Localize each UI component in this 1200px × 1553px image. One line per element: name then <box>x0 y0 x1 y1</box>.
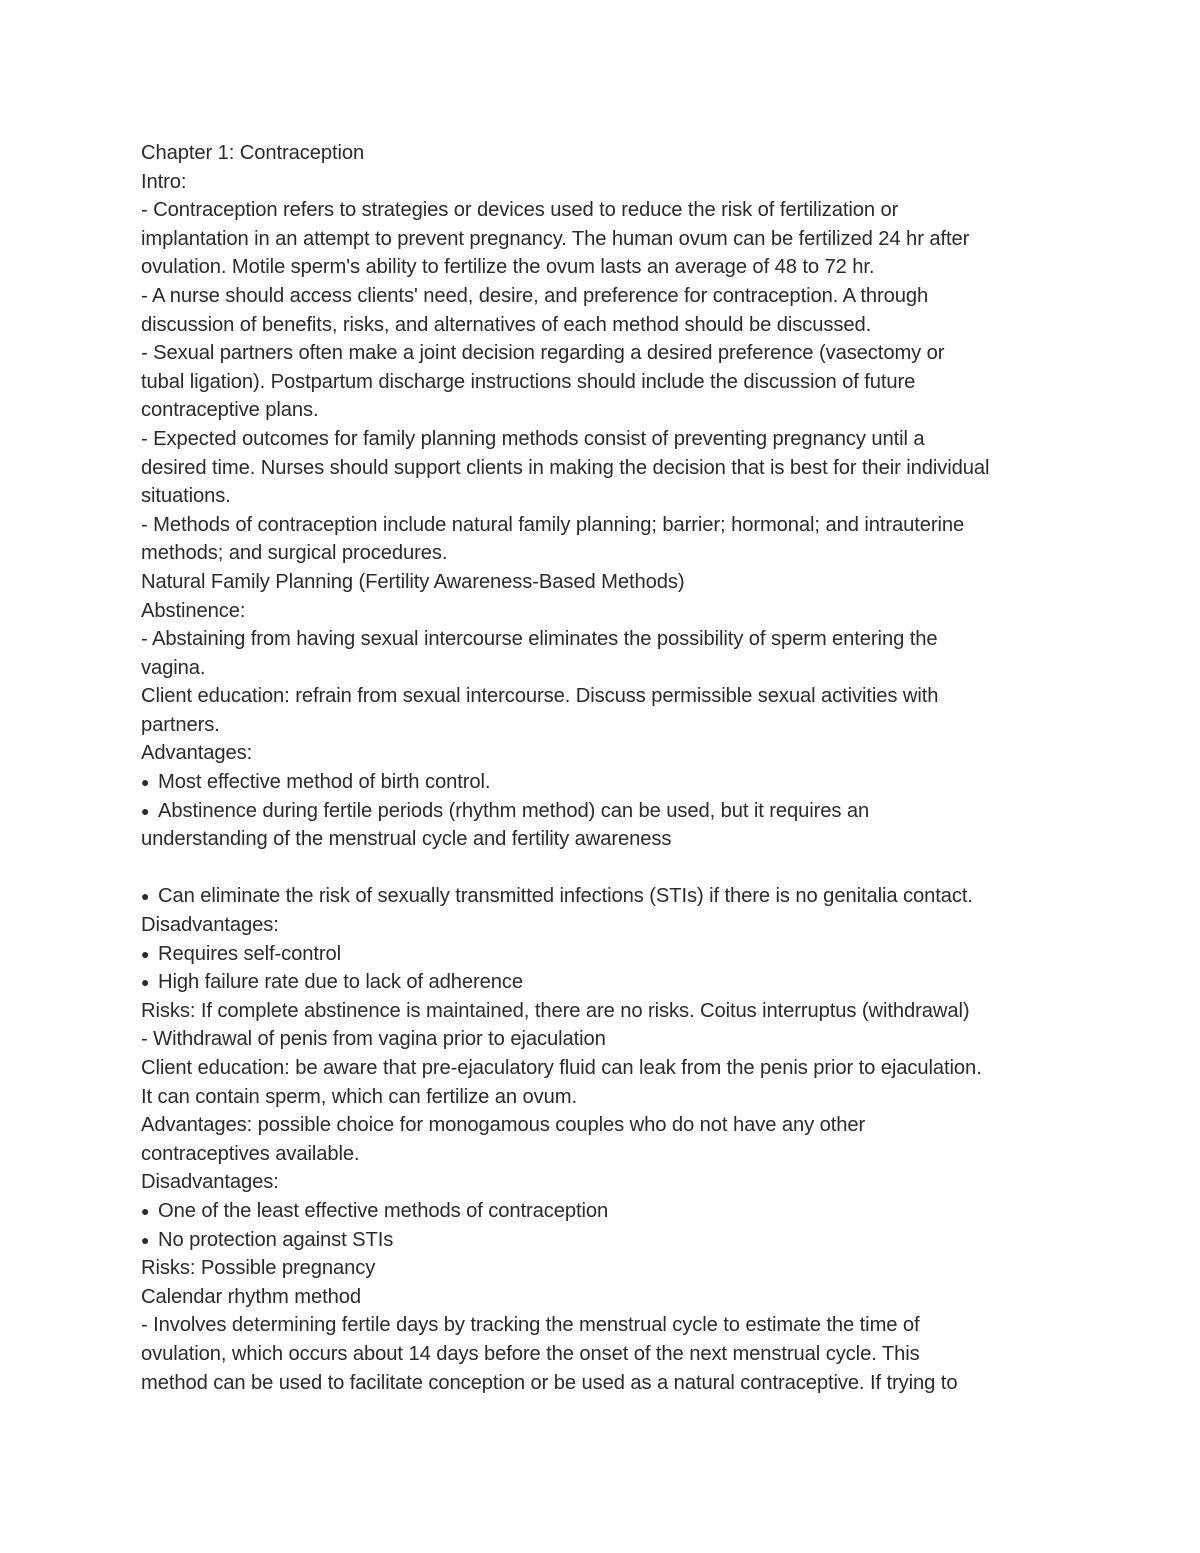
text-line: vagina. <box>141 656 206 679</box>
text-line: tubal ligation). Postpartum discharge instructions should include the discussion of future <box>141 370 916 393</box>
text-line: understanding of the menstrual cycle and fertility awareness <box>141 828 672 851</box>
text-line: Risks: Possible pregnancy <box>141 1257 376 1280</box>
bullet-item: ● High failure rate due to lack of adherence <box>141 968 1081 997</box>
text-line: contraceptives available. <box>141 1142 360 1165</box>
section-heading-natural-family-planning: Natural Family Planning (Fertility Awareness-Based Methods) <box>141 570 685 593</box>
bullet-icon: ● <box>141 802 150 819</box>
subheading-calendar-rhythm-method: Calendar rhythm method <box>141 1285 361 1308</box>
text-line: - Expected outcomes for family planning methods consist of preventing pregnancy until a <box>141 427 925 450</box>
text-line: ovulation, which occurs about 14 days before the onset of the next menstrual cycle. This <box>141 1342 920 1365</box>
text-line: Risks: If complete abstinence is maintained, there are no risks. Coitus interruptus (withdrawal) <box>141 999 970 1022</box>
blank-line <box>141 854 1081 883</box>
bullet-item: ● No protection against STIs <box>141 1226 1081 1255</box>
text-line: situations. <box>141 485 231 508</box>
text-line: methods; and surgical procedures. <box>141 542 448 565</box>
text-line: - Withdrawal of penis from vagina prior to ejaculation <box>141 1028 606 1051</box>
text-line: contraceptive plans. <box>141 399 319 422</box>
bullet-item: ● Most effective method of birth control. <box>141 768 1081 797</box>
chapter-title: Chapter 1: Contraception <box>141 142 365 164</box>
text-line: ovulation. Motile sperm's ability to fertilize the ovum lasts an average of 48 to 72 hr. <box>141 256 875 279</box>
bullet-item: ● Can eliminate the risk of sexually transmitted infections (STIs) if there is no genitalia contact. <box>141 882 1081 911</box>
bullet-icon: ● <box>141 774 150 791</box>
text-line: - Contraception refers to strategies or devices used to reduce the risk of fertilization or <box>141 199 899 222</box>
bullet-icon: ● <box>141 1202 150 1219</box>
bullet-icon: ● <box>141 945 150 962</box>
subheading-disadvantages: Disadvantages: <box>141 1171 279 1194</box>
text-line: - A nurse should access clients' need, desire, and preference for contraception. A through <box>141 284 929 307</box>
text-line: It can contain sperm, which can fertilize an ovum. <box>141 1085 577 1108</box>
bullet-icon: ● <box>141 974 150 991</box>
text-line: Advantages: possible choice for monogamous couples who do not have any other <box>141 1114 866 1137</box>
text-line: method can be used to facilitate conception or be used as a natural contraceptive. If trying to <box>141 1371 958 1394</box>
text-line: desired time. Nurses should support clients in making the decision that is best for their individual <box>141 456 990 479</box>
text-line: - Sexual partners often make a joint decision regarding a desired preference (vasectomy or <box>141 342 945 365</box>
text-line: Client education: refrain from sexual intercourse. Discuss permissible sexual activities with <box>141 685 939 708</box>
text-line: - Abstaining from having sexual intercourse eliminates the possibility of sperm entering the <box>141 628 938 651</box>
text-line: implantation in an attempt to prevent pregnancy. The human ovum can be fertilized 24 hr after <box>141 227 970 250</box>
document-body <box>141 139 1081 1397</box>
bullet-icon: ● <box>141 888 150 905</box>
section-heading-intro: Intro: <box>141 170 187 193</box>
bullet-icon: ● <box>141 1231 150 1248</box>
text-line: discussion of benefits, risks, and alternatives of each method should be discussed. <box>141 313 872 336</box>
subheading-abstinence: Abstinence: <box>141 599 246 622</box>
bullet-item: ● Requires self-control <box>141 940 1081 969</box>
text-line: partners. <box>141 713 220 736</box>
bullet-item: ● One of the least effective methods of contraception <box>141 1197 1081 1226</box>
bullet-item: ● Abstinence during fertile periods (rhythm method) can be used, but it requires an <box>141 797 1081 826</box>
text-line: - Involves determining fertile days by tracking the menstrual cycle to estimate the time of <box>141 1314 920 1337</box>
text-line: - Methods of contraception include natural family planning; barrier; hormonal; and intrauterine <box>141 513 965 536</box>
text-line: Client education: be aware that pre-ejaculatory fluid can leak from the penis prior to ejaculation. <box>141 1057 982 1079</box>
subheading-disadvantages: Disadvantages: <box>141 914 279 937</box>
subheading-advantages: Advantages: <box>141 742 253 765</box>
